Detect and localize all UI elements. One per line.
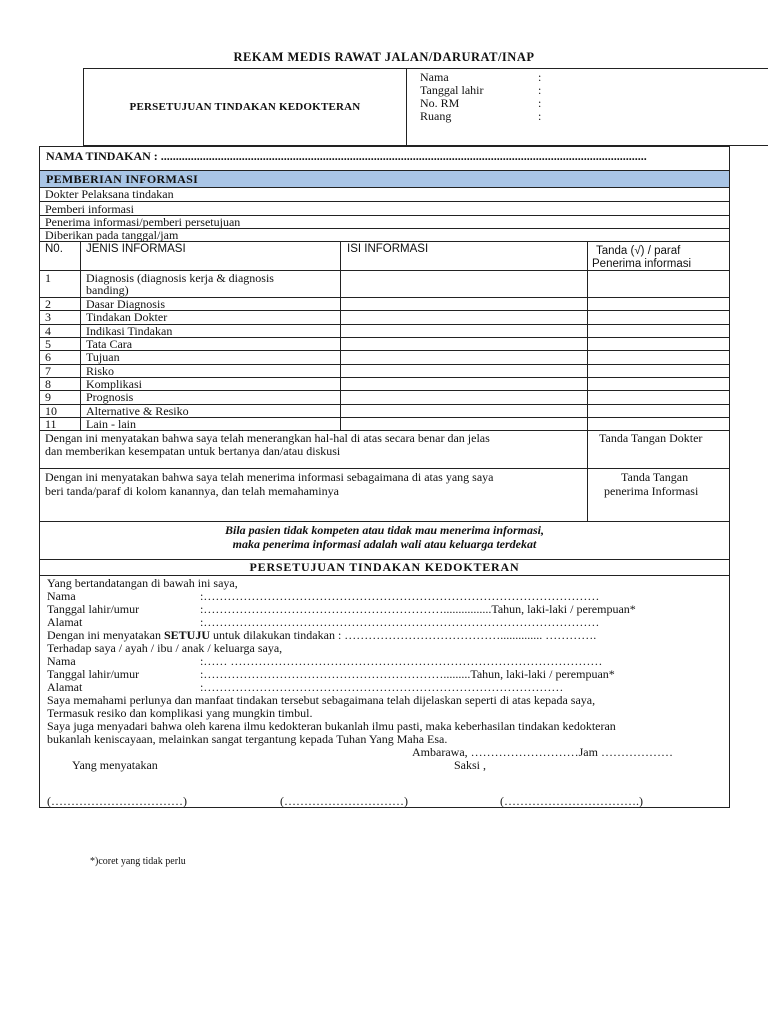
doctor-statement-row: Dengan ini menyatakan bahwa saya telah menerangkan hal-hal di atas secara benar dan jelas dan memberikan kesempatan untuk bertanya dan/atau diskusi Tanda Tangan Dokter [40,430,729,468]
info-row[interactable]: Dokter Pelaksana tindakan [40,187,729,201]
consent-dob-field[interactable]: :……………………………………………………................Tahun, laki-laki / perempuan* [200,602,636,616]
doctor-signature-label: Tanda Tangan Dokter [599,431,703,445]
signature-witness-2[interactable]: (…………………………….) [500,794,643,808]
pemberian-header: PEMBERIAN INFORMASI [46,172,199,186]
patient-dob-field[interactable]: Tanggal lahir : [420,83,542,97]
patient-name-field[interactable]: Nama : [420,70,542,84]
table-row[interactable]: 4 Indikasi Tindakan [40,324,729,337]
signature-witness-1[interactable]: (…………………………) [280,794,408,808]
consent-name2-field[interactable]: :…… ………………………………………………………………………………… [200,654,603,668]
table-row[interactable]: 6 Tujuan [40,350,729,364]
table-row[interactable]: 3 Tindakan Dokter [40,310,729,324]
table-row[interactable]: 8 Komplikasi [40,377,729,390]
consent-address2-field[interactable]: :……………………………………………………………………………… [200,680,564,694]
signature-declarant[interactable]: (……………………………) [47,794,187,808]
receiver-signature-label: penerima Informasi [604,484,699,498]
patient-room-field[interactable]: Ruang : [420,109,542,123]
info-row[interactable]: Pemberi informasi [40,201,729,215]
persetujuan-header-row [40,560,729,576]
info-row[interactable]: Penerima informasi/pemberi persetujuan [40,215,729,228]
persetujuan-header: PERSETUJUAN TINDAKAN KEDOKTERAN [249,560,520,574]
setuju-line[interactable]: Dengan ini menyatakan SETUJU untuk dilakukan tindakan : ………………………………….............. …………. [47,628,597,642]
consent-name-field[interactable]: :……………………………………………………………………………………… [200,589,600,603]
nama-tindakan-field[interactable]: NAMA TINDAKAN : .................................................................................................................................................................. [46,149,647,163]
pemberian-header-row [40,170,729,187]
table-row[interactable]: 2 Dasar Diagnosis [40,297,729,310]
information-table [39,146,730,560]
consent-dob2-field[interactable]: :…………………………………………………….........Tahun, laki-laki / perempuan* [200,667,615,681]
table-row[interactable]: 10 Alternative & Resiko [40,404,729,417]
table-row[interactable]: 7 Risko [40,364,729,377]
place-date-field[interactable]: Ambarawa, ………………………Jam ……………… [412,745,673,759]
table-header-row: N0. JENIS INFORMASI ISI INFORMASI Tanda (√) / paraf Penerima informasi [40,241,729,270]
table-row[interactable]: 1 Diagnosis (diagnosis kerja & diagnosis banding) [40,270,729,297]
info-row[interactable]: Diberikan pada tanggal/jam [40,228,729,241]
table-row[interactable]: 11 Lain - lain [40,417,729,430]
receiver-statement-row: Dengan ini menyatakan bahwa saya telah menerima informasi sebagaimana di atas yang saya beri tanda/paraf di kolom kanannya, dan telah memahaminya Tanda Tangan penerima Informasi [40,468,729,521]
footnote: *)coret yang tidak perlu [90,856,186,867]
consent-address-field[interactable]: :……………………………………………………………………………………… [200,615,600,629]
form-title: PERSETUJUAN TINDAKAN KEDOKTERAN [84,69,407,145]
page-title: REKAM MEDIS RAWAT JALAN/DARURAT/INAP [233,50,535,64]
table-row[interactable]: 5 Tata Cara [40,337,729,350]
form-header [83,68,768,146]
consent-section: PERSETUJUAN TINDAKAN KEDOKTERAN Yang bertandatangan di bawah ini saya, Nama :……………………………………………………………………………………… Tanggal lahir/umur :……………………………………………………................Tahun, laki-laki / perempuan* Alamat :……………………………………………………………………………………… Dengan ini menyatakan SETUJU untuk dilakukan tindakan : ………………………………….............. …………. Terhadap saya / ayah / ibu / anak / keluarga saya, Nama :…… ………………………………………………………………………………… Tanggal lahir/umur :…………………………………………………….........Tahun, laki-laki / perempuan* Alamat :……………………………………………………………………………… Saya memahami perlunya dan manfaat tindakan tersebut sebagaimana telah dijelaskan seperti di atas kepada saya, Termasuk resiko dan komplikasi yang mungkin timbul. Saya juga menyadari bahwa oleh karena ilmu kedokteran bukanlah ilmu pasti, maka keberhasilan tindakan kedokteran bukanlah keniscayaan, melainkan sangat tergantung kepada Tuhan Yang Maha Esa. Ambarawa, ………………………Jam ……………… Yang menyatakan Saksi , (……………………………) (…………………………) (…………………………….) [39,560,730,808]
table-row[interactable]: 9 Prognosis [40,390,729,404]
note-row: Bila pasien tidak kompeten atau tidak mau menerima informasi, maka penerima informasi adalah wali atau keluarga terdekat [40,521,729,560]
patient-rm-field[interactable]: No. RM : [420,96,542,110]
